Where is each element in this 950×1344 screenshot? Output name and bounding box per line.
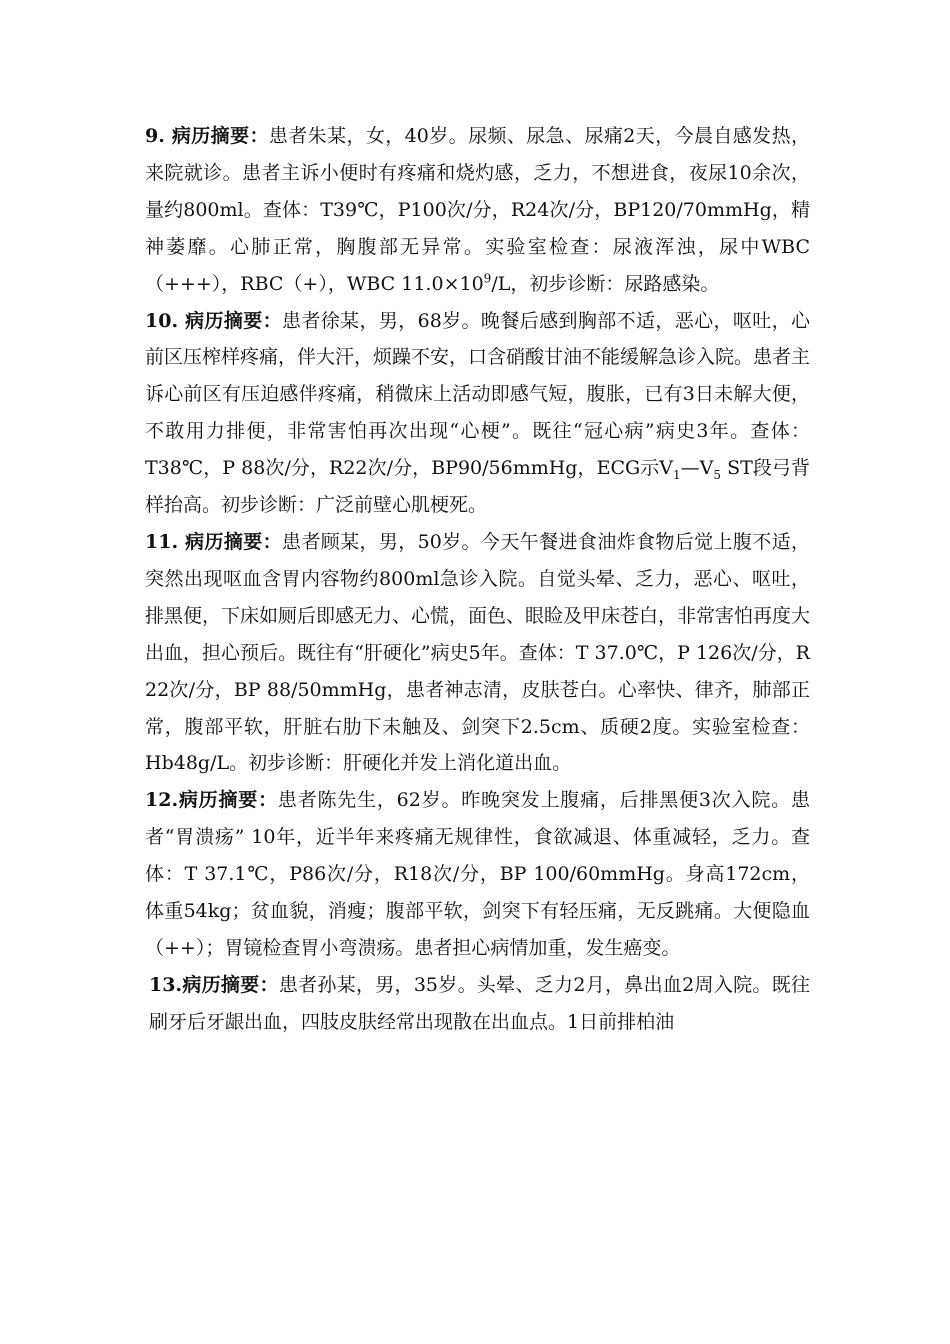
- case-text: ST段弓背样抬高。初步诊断：广泛前壁心肌梗死。: [145, 457, 810, 517]
- case-label: 病历摘要：: [171, 125, 269, 147]
- case-text-subscript: 5: [713, 467, 722, 482]
- case-text: /L，初步诊断：尿路感染。: [491, 272, 720, 295]
- case-label: 病历摘要：: [182, 973, 279, 996]
- case-text-superscript: 9: [483, 271, 492, 286]
- case-number: 10.: [145, 309, 186, 332]
- case-text: 患者顾某，男，50岁。今天午餐进食油炸食物后觉上腹不适，突然出现呕血含胃内容物约800ml急诊入院。自觉头晕、乏力，恶心、呕吐，排黑便，下床如厕后即感无力、心慌，面色、眼睑及甲床苍白，非常害怕再度大出血，担心预后。既往有“肝硬化”病史5年。查体：T 37.0℃，P 126次/分，R 22次/分，BP 88/50mmHg，患者神志清，皮肤苍白。心率快、律齐，肺部正常，腹部平软，肝脏右肋下未触及、剑突下2.5cm、质硬2度。实验室检查：Hb48g/L。初步诊断：肝硬化并发上消化道出血。: [145, 530, 811, 775]
- case-number: 11.: [145, 530, 186, 553]
- case-11: [145, 524, 810, 782]
- case-12: [145, 782, 810, 967]
- case-number: 9.: [145, 125, 172, 147]
- case-number: 13.: [149, 973, 183, 996]
- case-text: 患者孙某，男，35岁。头晕、乏力2月，鼻出血2周入院。既往刷牙后牙龈出血，四肢皮肤经常出现散在出血点。1日前排柏油: [149, 973, 810, 1033]
- case-text: 患者朱某，女，40岁。尿频、尿急、尿痛2天，今晨自感发热，来院就诊。患者主诉小便时有疼痛和烧灼感，乏力，不想进食，夜尿10余次，量约800ml。查体：T39℃，P100次/分，R24次/分，BP120/70mmHg，精神萎靡。心肺正常，胸腹部无异常。实验室检查：尿液浑浊，尿中WBC（+++），RBC（+），WBC 11.0×10: [145, 125, 810, 295]
- case-9: [145, 118, 810, 303]
- case-number: 12.: [145, 789, 179, 812]
- document-page: [145, 118, 810, 1041]
- case-label: 病历摘要：: [185, 309, 282, 332]
- case-text: 患者陈先生，62岁。昨晚突发上腹痛，后排黑便3次入院。患者“胃溃疡” 10年，近半年来疼痛无规律性，食欲减退、体重减轻，乏力。查体：T 37.1℃，P86次/分，R18次/分，BP 100/60mmHg。身高172cm，体重54kg；贫血貌，消瘦；腹部平软，剑突下有轻压痛，无反跳痛。大便隐血（++）；胃镜检查胃小弯溃疡。患者担心病情加重，发生癌变。: [145, 789, 810, 959]
- case-13: [145, 967, 810, 1041]
- case-label: 病历摘要：: [178, 789, 278, 812]
- case-10: [145, 303, 810, 524]
- case-text: 患者徐某，男，68岁。晚餐后感到胸部不适，恶心，呕吐，心前区压榨样疼痛，伴大汗，烦躁不安，口含硝酸甘油不能缓解急诊入院。患者主诉心前区有压迫感伴疼痛，稍微床上活动即感气短，腹胀，已有3日未解大便，不敢用力排便，非常害怕再次出现“心梗”。既往“冠心病”病史3年。查体：T38℃，P 88次/分，R22次/分，BP90/56mmHg，ECG示V: [145, 309, 811, 480]
- case-text: —V: [680, 457, 714, 480]
- case-label: 病历摘要：: [185, 530, 282, 553]
- case-text-subscript: 1: [673, 467, 681, 482]
